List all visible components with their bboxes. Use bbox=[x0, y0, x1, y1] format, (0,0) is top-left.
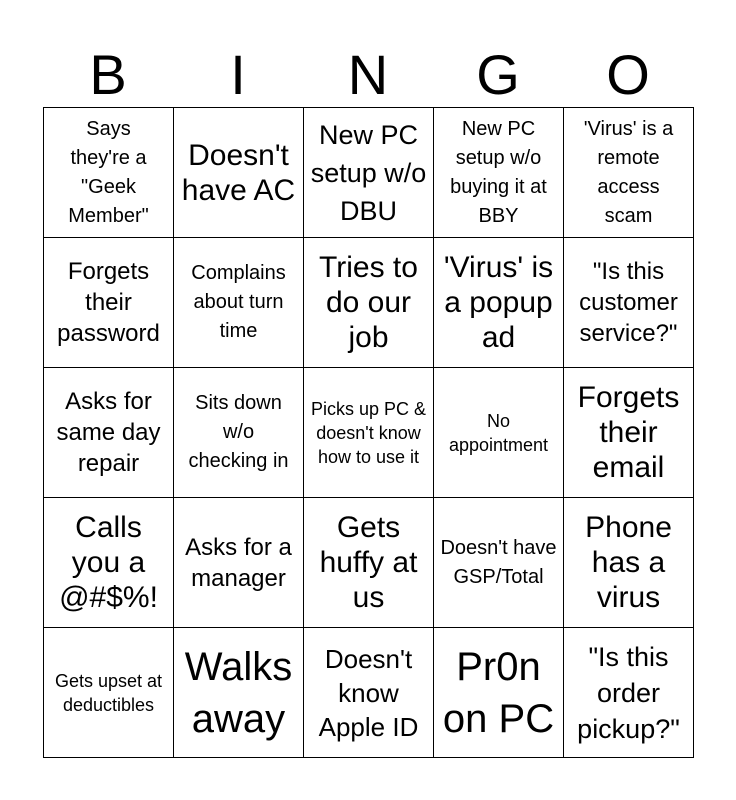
bingo-cell[interactable] bbox=[434, 108, 564, 238]
cell-text: Doesn't have GSP/Total bbox=[440, 536, 557, 588]
cell-text: Asks for same day repair bbox=[56, 388, 161, 477]
cell-text: Gets upset at deductibles bbox=[54, 670, 163, 715]
bingo-cell[interactable] bbox=[44, 238, 174, 368]
bingo-cell[interactable] bbox=[564, 108, 694, 238]
bingo-cell[interactable] bbox=[44, 498, 174, 628]
cell-text: Gets huffy at us bbox=[319, 511, 418, 614]
cell-text: Calls you a @#$%! bbox=[59, 511, 158, 614]
cell-text: Picks up PC & doesn't know how to use it bbox=[310, 398, 427, 467]
header-letter-b: B bbox=[89, 43, 127, 106]
bingo-cell[interactable] bbox=[434, 498, 564, 628]
cell-text: 'Virus' is a remote access scam bbox=[583, 117, 674, 227]
header-letter-o: O bbox=[606, 43, 650, 106]
header-letter-n: N bbox=[347, 43, 389, 106]
cell-text: Says they're a "Geek Member" bbox=[68, 117, 149, 227]
cell-text: Doesn't know Apple ID bbox=[318, 643, 419, 742]
cell-text: Forgets their email bbox=[577, 381, 680, 484]
bingo-cell[interactable] bbox=[304, 368, 434, 498]
bingo-cell[interactable] bbox=[174, 628, 304, 758]
cell-text: Asks for a manager bbox=[185, 533, 292, 592]
cell-text: No appointment bbox=[448, 410, 549, 455]
bingo-cell[interactable] bbox=[434, 368, 564, 498]
bingo-cell[interactable] bbox=[564, 498, 694, 628]
bingo-header bbox=[43, 44, 693, 106]
cell-text: 'Virus' is a popup ad bbox=[443, 251, 554, 354]
cell-text: "Is this order pickup?" bbox=[577, 641, 680, 744]
cell-text: Complains about turn time bbox=[191, 262, 286, 342]
bingo-cell[interactable] bbox=[304, 108, 434, 238]
header-letter-i: I bbox=[230, 43, 246, 106]
cell-text: Walks away bbox=[184, 644, 293, 741]
cell-text: "Is this customer service?" bbox=[579, 258, 678, 347]
bingo-cell[interactable] bbox=[434, 238, 564, 368]
cell-text: New PC setup w/o DBU bbox=[310, 119, 427, 226]
cell-text: Doesn't have AC bbox=[181, 138, 296, 207]
cell-text: Pr0n on PC bbox=[442, 644, 555, 741]
bingo-cell[interactable] bbox=[304, 628, 434, 758]
bingo-cell[interactable] bbox=[304, 238, 434, 368]
bingo-cell[interactable] bbox=[564, 368, 694, 498]
bingo-cell[interactable] bbox=[174, 498, 304, 628]
bingo-cell[interactable] bbox=[434, 628, 564, 758]
cell-text: Sits down w/o checking in bbox=[188, 392, 289, 472]
bingo-cell[interactable] bbox=[44, 628, 174, 758]
cell-text: New PC setup w/o buying it at BBY bbox=[450, 117, 547, 227]
bingo-cell[interactable] bbox=[304, 498, 434, 628]
bingo-cell[interactable] bbox=[564, 628, 694, 758]
bingo-cell[interactable] bbox=[44, 368, 174, 498]
bingo-cell[interactable] bbox=[174, 238, 304, 368]
cell-text: Tries to do our job bbox=[319, 251, 418, 354]
cell-text: Forgets their password bbox=[57, 258, 160, 347]
bingo-cell[interactable] bbox=[174, 368, 304, 498]
bingo-cell[interactable] bbox=[564, 238, 694, 368]
cell-text: Phone has a virus bbox=[585, 511, 672, 614]
header-letter-g: G bbox=[476, 43, 520, 106]
bingo-grid bbox=[43, 107, 694, 758]
bingo-cell[interactable] bbox=[44, 108, 174, 238]
bingo-cell[interactable] bbox=[174, 108, 304, 238]
